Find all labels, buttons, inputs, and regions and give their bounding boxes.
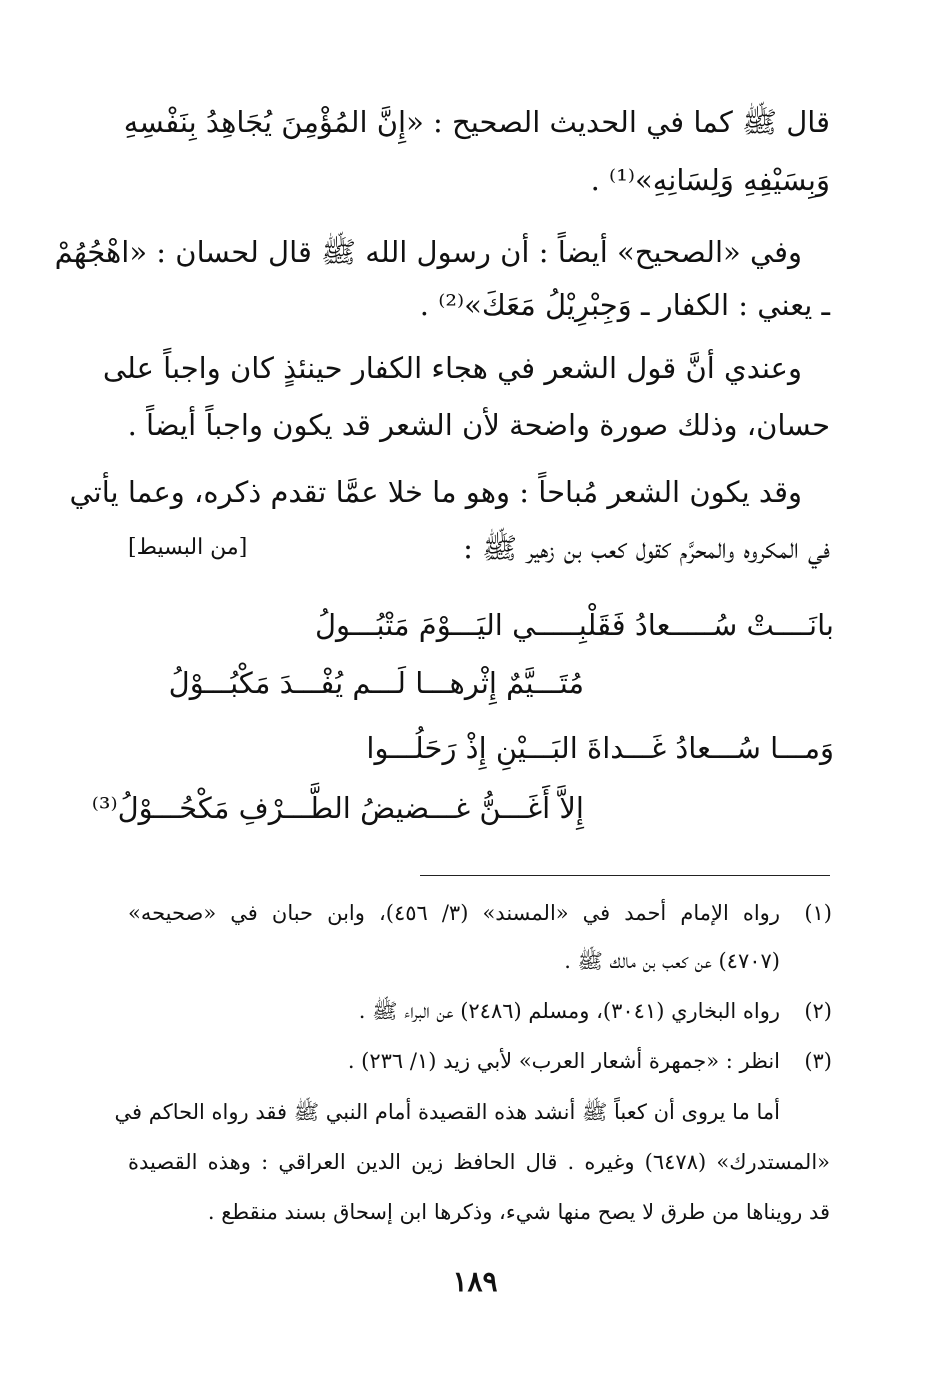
- poem-verse: وَمـــا سُـــعادُ غَـــداةَ البَـــيْنِ إِذْ رَحَلُـــوا: [366, 731, 834, 765]
- body-line: ـ يعني : الكفار ـ وَجِبْرِيْلُ مَعَكَ»⁽²⁾ .: [419, 288, 830, 322]
- body-line: وفي «الصحيح» أيضاً : أن رسول الله ﷺ قال لحسان : «اهْجُهُمْ: [54, 235, 802, 269]
- footnote-line: رواه البخاري (٣٠٤١)، ومسلم (٢٤٨٦) عن البراء ﷺ .: [358, 999, 780, 1023]
- footnote-number: (٢): [804, 999, 832, 1023]
- page-number: ١٨٩: [452, 1265, 498, 1298]
- footnote-line: «المستدرك» (٦٤٧٨) وغيره . قال الحافظ زين الدين العراقي : وهذه القصيدة: [128, 1150, 831, 1174]
- footnote-number: (٣): [804, 1049, 832, 1073]
- poem-verse: إِلاَّ أَغَـــنُّ غـــضيضُ الطَّـــرْفِ مَكْحُـــوْلُ⁽³⁾: [91, 791, 584, 825]
- footnote-line: (٤٧٠٧) عن كعب بن مالك ﷺ .: [564, 949, 780, 973]
- footnote-line: انظر : «جمهرة أشعار العرب» لأبي زيد (١/ ٢٣٦) .: [347, 1049, 780, 1073]
- body-line: وقد يكون الشعر مُباحاً : وهو ما خلا عمَّا تقدم ذكره، وعما يأتي: [69, 475, 802, 509]
- body-line-text: في المكروه والمحرَّم كقول كعب بن زهير ﷺ :: [463, 531, 830, 565]
- poem-verse: بانَــــتْ سُـــــعادُ فَقَلْبِـــــي اليَـــوْمَ مَتْبُـــولُ: [314, 608, 834, 642]
- body-line: وعندي أنَّ قول الشعر في هجاء الكفار حينئذٍ كان واجباً على: [102, 351, 802, 385]
- meter-tag: [من البسيط]: [128, 535, 248, 560]
- body-line: وَبِسَيْفِهِ وَلِسَانِهِ»⁽¹⁾ .: [590, 163, 830, 197]
- footnote-divider: [420, 875, 830, 876]
- poem-verse: مُتَـــيَّمٌ إِثْرهـــا لَـــم يُفْـــدَ مَكْبُـــوْلُ: [168, 666, 584, 700]
- body-line: [128, 528, 830, 568]
- body-line: قال ﷺ كما في الحديث الصحيح : «إِنَّ المُؤْمِنَ يُجَاهِدُ بِنَفْسِهِ: [123, 105, 830, 139]
- footnote-line: قد رويناها من طرق لا يصح منها شيء، وذكرها ابن إسحاق بسند منقطع .: [207, 1200, 830, 1224]
- footnote-line: رواه الإمام أحمد في «المسند» (٣/ ٤٥٦)، وابن حبان في «صحيحه»: [128, 901, 780, 925]
- body-line: حسان، وذلك صورة واضحة لأن الشعر قد يكون واجباً أيضاً .: [127, 408, 830, 442]
- footnote-line: أما ما يروى أن كعباً ﷺ أنشد هذه القصيدة أمام النبي ﷺ فقد رواه الحاكم في: [114, 1100, 780, 1124]
- footnote-number: (١): [804, 901, 832, 925]
